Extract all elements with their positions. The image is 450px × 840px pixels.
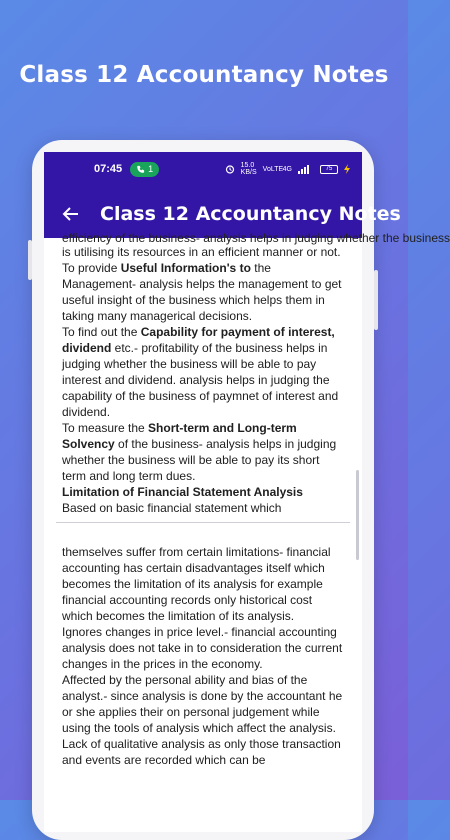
paragraph: is utilising its resources in an efficient manner or not. (62, 245, 341, 259)
paragraph (62, 324, 346, 420)
status-icons (225, 162, 350, 176)
volte-label: VoLTE (262, 165, 284, 173)
bold-text: Capability for payment of interest, dividend (62, 325, 335, 355)
text-run: etc.- profitability of the business helps in judging whether the business will be able to pay interest and dividend. analysis helps in judging the capability of the business of paymnet of interest and dividend. (62, 341, 339, 419)
battery-level: 75 (325, 166, 333, 172)
bold-text: Short-term and Long-term Solvency (62, 421, 297, 451)
arrow-left-icon (63, 207, 79, 221)
signal-label: 4G (282, 165, 292, 173)
section-heading (62, 484, 346, 500)
notes-page-2 (44, 544, 362, 768)
network-speed: 15.0 KB/S (240, 162, 257, 176)
charging-icon (344, 164, 350, 174)
phone-icon (136, 165, 145, 174)
text-run: To provide (62, 261, 121, 275)
text-run: To find out the (62, 325, 141, 339)
paragraph: Lack of qualitative analysis as only those transaction and events are recorded which can be (62, 737, 341, 767)
app-bar (44, 152, 401, 238)
text-run: of the business- analysis helps in judging whether the business will be able to pay its short term and long term dues. (62, 437, 337, 483)
alarm-icon (225, 164, 235, 174)
bold-text: Useful Information's to (120, 261, 251, 275)
paragraph: themselves suffer from certain limitations- financial accounting has certain disadvantages itself which becomes the limitation of its analysis for example financial accounting records only historical cost which becomes the limitation of its analysis. (62, 545, 331, 623)
paragraph (62, 420, 346, 484)
phone-side-button (28, 240, 32, 280)
app-screen (44, 152, 450, 832)
paragraph: Ignores changes in price level.- financial accounting analysis does not take in to consideration the current changes in the prices in the economy. (62, 625, 343, 671)
status-bar (44, 152, 362, 186)
partial-line: efficiency of the business- analysis helps in judging whether the business (62, 231, 450, 245)
paragraph (62, 260, 346, 324)
paragraph: Affected by the personal ability and bias of the analyst.- since analysis is done by the accountant he or she applies their on personal judgement while using the tools of analysis which affect the analysis. (62, 673, 343, 735)
back-button[interactable] (58, 201, 84, 227)
text-run: the Management- analysis helps the management to get useful insight of the business which helps them in taking many managerical decisions. (62, 261, 342, 323)
phone-volume-button (374, 270, 378, 330)
paragraph: Based on basic financial statement which (62, 501, 282, 515)
signal-icon (298, 165, 314, 174)
call-pill[interactable] (130, 162, 159, 177)
phone-frame (32, 140, 450, 840)
notes-content[interactable] (44, 230, 450, 824)
text-run: To measure the (62, 421, 149, 435)
battery-icon (320, 165, 338, 174)
toolbar (44, 194, 401, 234)
page-divider (56, 522, 350, 523)
app-title: Class 12 Accountancy Notes (100, 203, 401, 225)
notes-page-1 (44, 230, 450, 516)
scrollbar[interactable] (356, 470, 359, 560)
bold-text: Limitation of Financial Statement Analysis (62, 485, 303, 499)
pill-count: 1 (148, 164, 154, 174)
promo-title: Class 12 Accountancy Notes (19, 62, 389, 88)
status-time: 07:45 (94, 163, 123, 175)
